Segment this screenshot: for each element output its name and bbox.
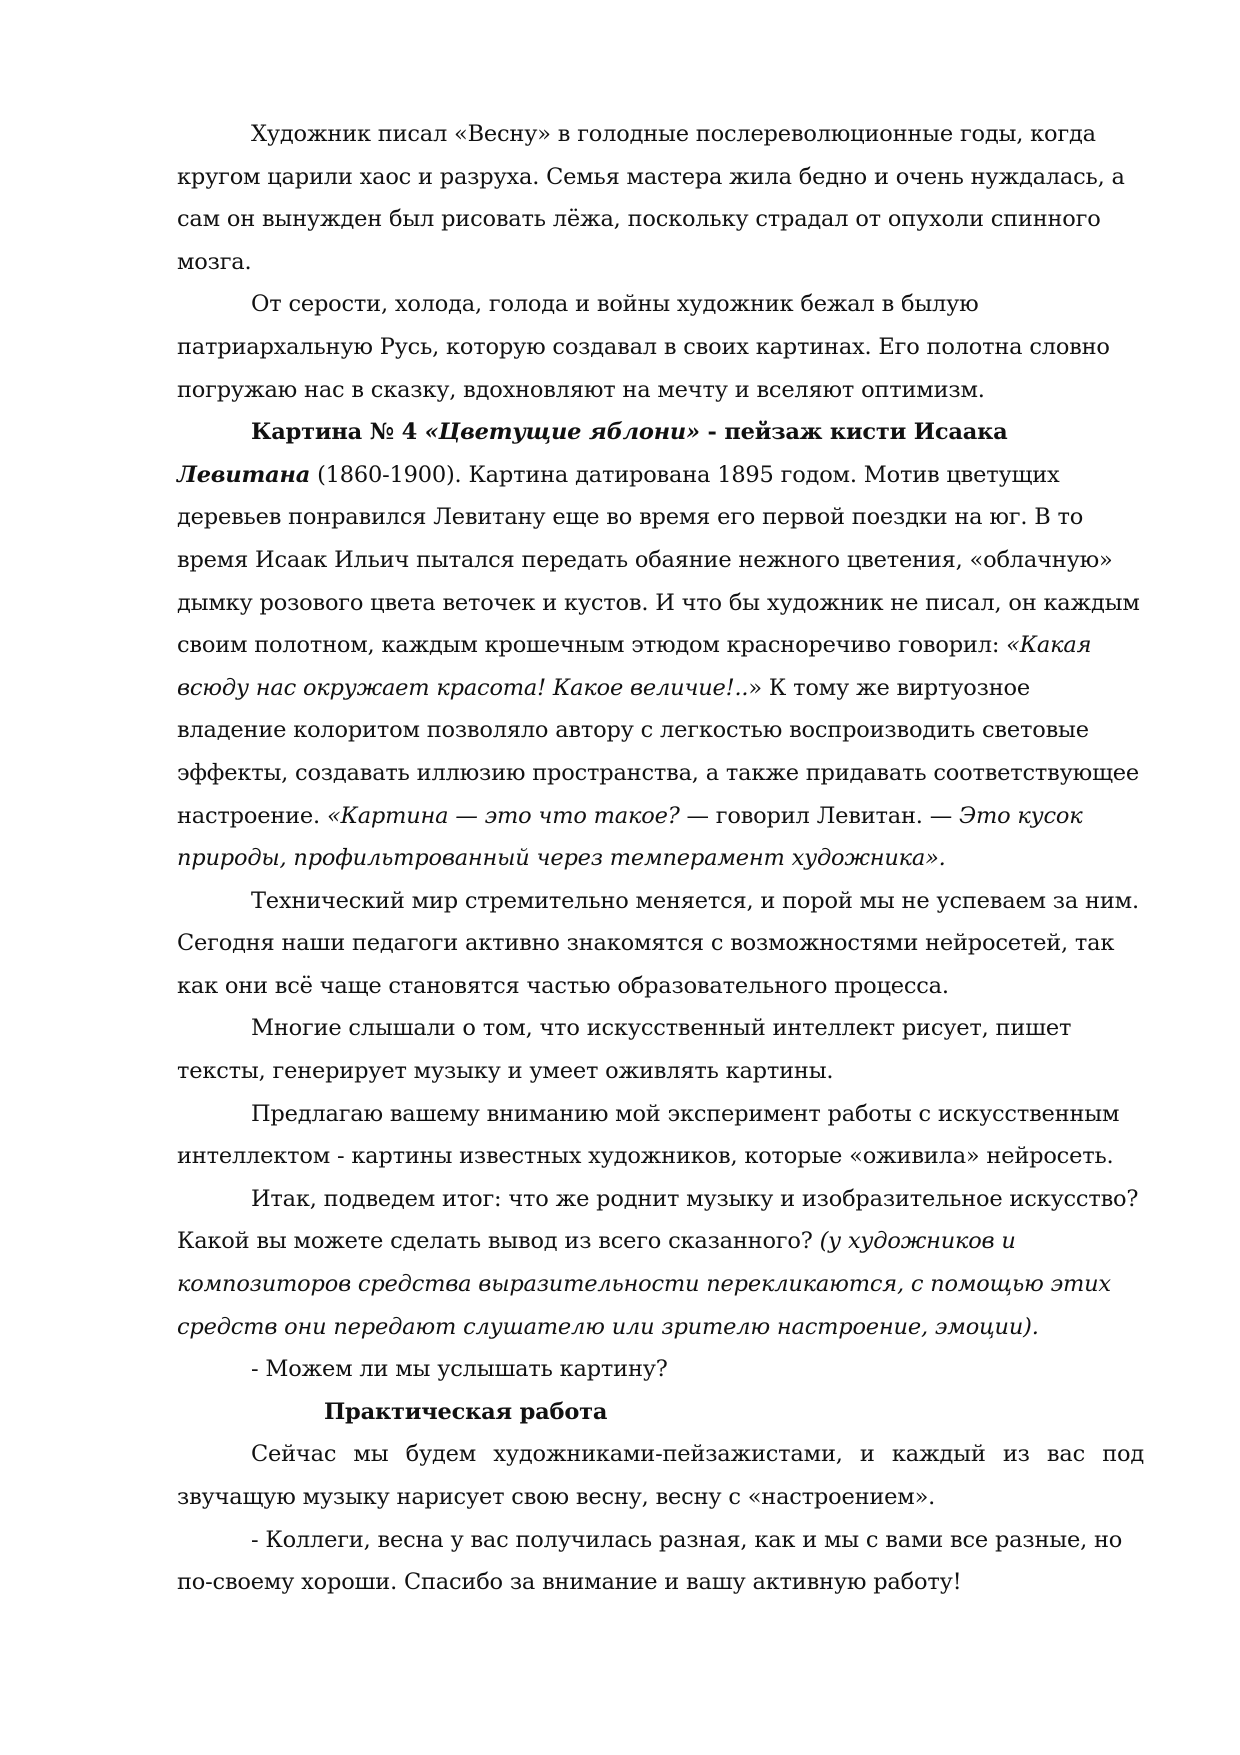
document-page bbox=[177, 113, 1144, 1604]
painting-number-label: Картина № 4 bbox=[251, 419, 425, 446]
paragraph-practical-task: Сейчас мы будем художниками-пейзажистами, и каждый из вас под звучащую музыку нарисует свою весну, весну с «настроением». bbox=[177, 1441, 1144, 1510]
paragraph-painting-4-levitan bbox=[177, 411, 1144, 880]
painting-title: «Цветущие яблони» bbox=[424, 419, 700, 446]
levitan-quote-beauty: «Какая всюду нас окружает красота! Какое величие!.. bbox=[177, 632, 1092, 701]
painting-author-name: Левитана bbox=[177, 461, 311, 488]
paragraph-technical-world: Технический мир стремительно меняется, и порой мы не успеваем за ним. Сегодня наши педагоги активно знакомятся с возможностями нейросетей, так как они всё чаще становятся частью образовательного процесса. bbox=[177, 887, 1139, 999]
levitan-colorit-text: » К тому же виртуозное владение колоритом позволяло автору с легкостью воспроизводить световые эффекты, создавать иллюзию пространства, а также придавать соответствующее настроение. bbox=[177, 674, 1140, 829]
paragraph-patriarchal-rus: От серости, холода, голода и войны художник бежал в былую патриархальную Русь, которую создавал в своих картинах. Его полотна словно погружаю нас в сказку, вдохновляют на мечту и вселяют оптимизм. bbox=[177, 291, 1110, 403]
summary-question: Итак, подведем итог: что же роднит музыку и изобразительное искусство? Какой вы можете сделать вывод из всего сказанного? bbox=[177, 1185, 1139, 1255]
levitan-quote-nature: Это кусок природы, профильтрованный через темперамент художника». bbox=[177, 802, 1083, 872]
section-heading-practical-work: Практическая работа bbox=[324, 1398, 608, 1425]
levitan-said-text: — говорил Левитан. — bbox=[679, 802, 959, 829]
levitan-quote-question: «Картина — это что такое? bbox=[326, 802, 680, 829]
paragraph-ai-abilities: Многие слышали о том, что искусственный интеллект рисует, пишет тексты, генерирует музыку и умеет оживлять картины. bbox=[177, 1015, 1072, 1085]
paragraph-ai-experiment: Предлагаю вашему вниманию мой эксперимент работы с искусственным интеллектом - картины известных художников, которые «оживила» нейросеть. bbox=[177, 1100, 1120, 1170]
paragraph-vesna-history: Художник писал «Весну» в голодные послереволюционные годы, когда кругом царили хаос и разруха. Семья мастера жила бедно и очень нуждалась, а сам он вынужден был рисовать лёжа, поскольку страдал от опухоли спинного мозга. bbox=[177, 121, 1125, 275]
paragraph-closing-thanks: - Коллеги, весна у вас получилась разная, как и мы с вами все разные, но по-своему хороши. Спасибо за внимание и вашу активную работу! bbox=[177, 1526, 1123, 1596]
levitan-description: (1860-1900). Картина датирована 1895 годом. Мотив цветущих деревьев понравился Левитану еще во время его первой поездки на юг. В то время Исаак Ильич пытался передать обаяние нежного цветения, «облачную» дымку розового цвета веточек и кустов. И что бы художник не писал, он каждым своим полотном, каждым крошечным этюдом красноречиво говорил: bbox=[177, 461, 1140, 659]
paragraph-summary bbox=[177, 1178, 1144, 1348]
summary-answer: (у художников и композиторов средства выразительности перекликаются, с помощью этих средств они передают слушателю или зрителю настроение, эмоции). bbox=[177, 1228, 1111, 1340]
paragraph-hear-painting: - Можем ли мы услышать картину? bbox=[251, 1356, 668, 1383]
painting-author-prefix: - пейзаж кисти Исаака bbox=[699, 419, 1008, 446]
